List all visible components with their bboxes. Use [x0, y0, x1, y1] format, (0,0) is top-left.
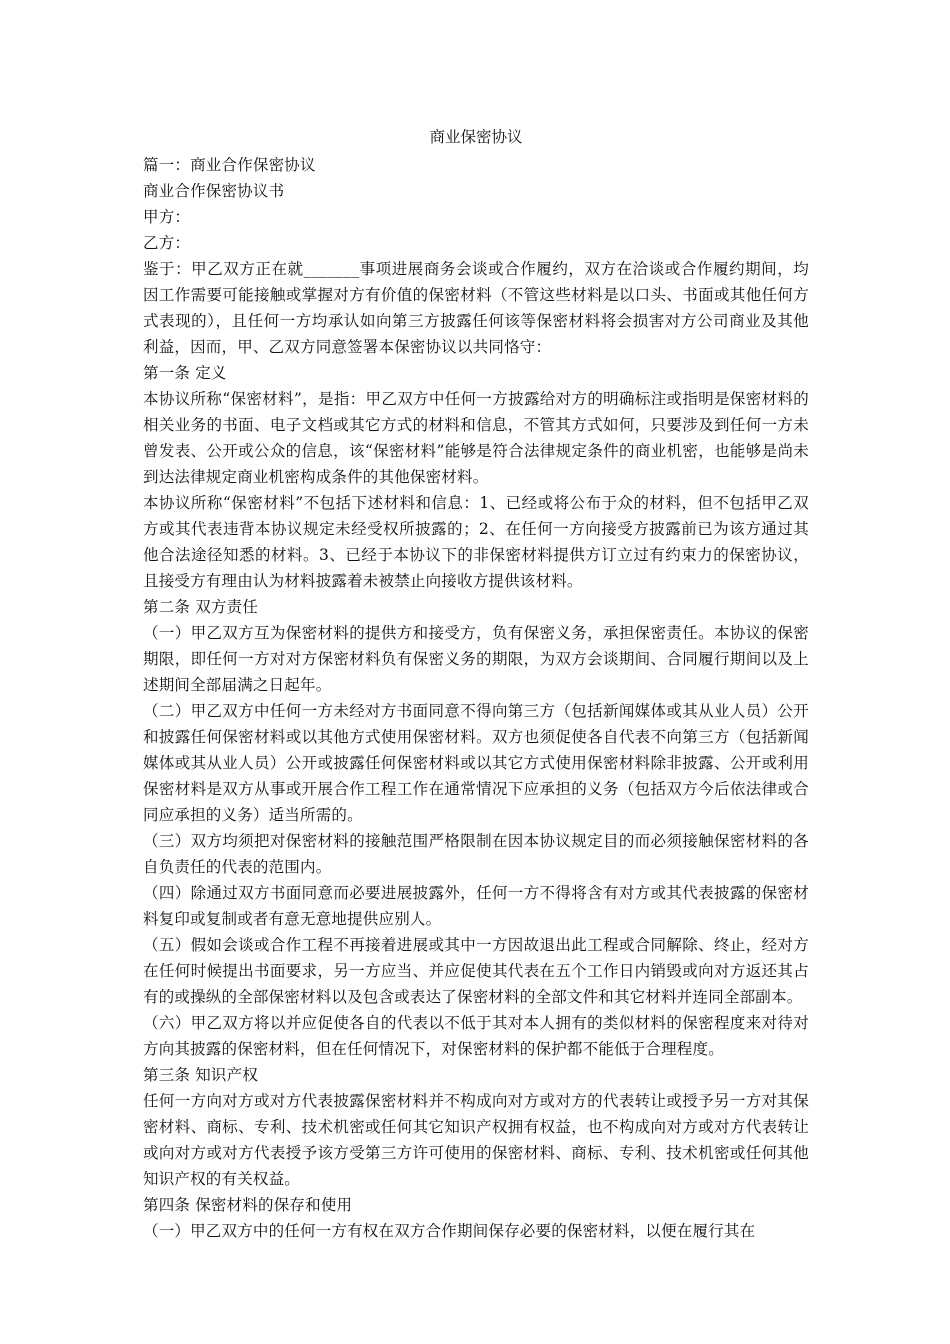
article-2-heading: 第二条 双方责任	[143, 598, 259, 616]
party-b-label: 乙方：	[143, 234, 191, 252]
article-2-clause-6: （六）甲乙双方将以并应促使各自的代表以不低于其对本人拥有的类似材料的保密程度来对待对方向其披露的保密材料，但在任何情况下，对保密材料的保护都不能低于合理程度。	[143, 1014, 809, 1058]
article-1-paragraph-2: 本协议所称“保密材料”不包括下述材料和信息：1、已经或将公布于众的材料，但不包括甲乙双方或其代表违背本协议规定未经受权所披露的；2、在任何一方向接受方披露前已为该方通过其他合法途径知悉的材料。3、已经于本协议下的非保密材料提供方订立过有约束力的保密协议，且接受方有理由认为材料披露着未被禁止向接收方提供该材料。	[143, 494, 809, 590]
article-2-clause-5: （五）假如会谈或合作工程不再接着进展或其中一方因故退出此工程或合同解除、终止，经对方在任何时候提出书面要求，另一方应当、并应促使其代表在五个工作日内销毁或向对方返还其占有的或操纵的全部保密材料以及包含或表达了保密材料的全部文件和其它材料并连同全部副本。	[143, 936, 809, 1006]
article-2-clause-1: （一）甲乙双方互为保密材料的提供方和接受方，负有保密义务，承担保密责任。本协议的保密期限，即任何一方对对方保密材料负有保密义务的期限，为双方会谈期间、合同履行期间以及上述期间全部届满之日起年。	[143, 624, 809, 694]
article-1-heading: 第一条 定义	[143, 364, 227, 382]
section-heading-part-one: 篇一：商业合作保密协议	[143, 156, 316, 174]
article-1-paragraph-1: 本协议所称“保密材料”，是指：甲乙双方中任何一方披露给对方的明确标注或指明是保密材料的相关业务的书面、电子文档或其它方式的材料和信息，不管其方式如何，只要涉及到任何一方未曾发表、公开或公众的信息，该“保密材料”能够是符合法律规定条件的商业机密，也能够是尚未到达法律规定商业机密构成条件的其他保密材料。	[143, 390, 809, 486]
article-4-heading: 第四条 保密材料的保存和使用	[143, 1196, 353, 1214]
document-body	[143, 126, 809, 1244]
agreement-subtitle: 商业合作保密协议书	[143, 182, 285, 200]
document-title: 商业保密协议	[429, 128, 523, 146]
whereas-paragraph: 鉴于：甲乙双方正在就_______事项进展商务会谈或合作履约，双方在洽谈或合作履约期间，均因工作需要可能接触或掌握对方有价值的保密材料（不管这些材料是以口头、书面或其他任何方式表现的），且任何一方均承认如向第三方披露任何该等保密材料将会损害对方公司商业及其他利益，因而，甲、乙双方同意签署本保密协议以共同恪守：	[143, 260, 809, 356]
article-3-paragraph: 任何一方向对方或对方代表披露保密材料并不构成向对方或对方的代表转让或授予另一方对其保密材料、商标、专利、技术机密或任何其它知识产权拥有权益，也不构成向对方或对方代表转让或向对方或对方代表授予该方受第三方许可使用的保密材料、商标、专利、技术机密或任何其他知识产权的有关权益。	[143, 1092, 809, 1188]
article-4-clause-1: （一）甲乙双方中的任何一方有权在双方合作期间保存必要的保密材料，以便在履行其在	[143, 1222, 756, 1240]
article-2-clause-2: （二）甲乙双方中任何一方未经对方书面同意不得向第三方（包括新闻媒体或其从业人员）公开和披露任何保密材料或以其他方式使用保密材料。双方也须促使各自代表不向第三方（包括新闻媒体或其从业人员）公开或披露任何保密材料或以其它方式使用保密材料除非披露、公开或利用保密材料是双方从事或开展合作工程工作在通常情况下应承担的义务（包括双方今后依法律或合同应承担的义务）适当所需的。	[143, 702, 809, 824]
article-2-clause-3: （三）双方均须把对保密材料的接触范围严格限制在因本协议规定目的而必须接触保密材料的各自负责任的代表的范围内。	[143, 832, 809, 876]
party-a-label: 甲方：	[143, 208, 191, 226]
article-3-heading: 第三条 知识产权	[143, 1066, 259, 1084]
article-2-clause-4: （四）除通过双方书面同意而必要进展披露外，任何一方不得将含有对方或其代表披露的保密材料复印或复制或者有意无意地提供应别人。	[143, 884, 809, 928]
